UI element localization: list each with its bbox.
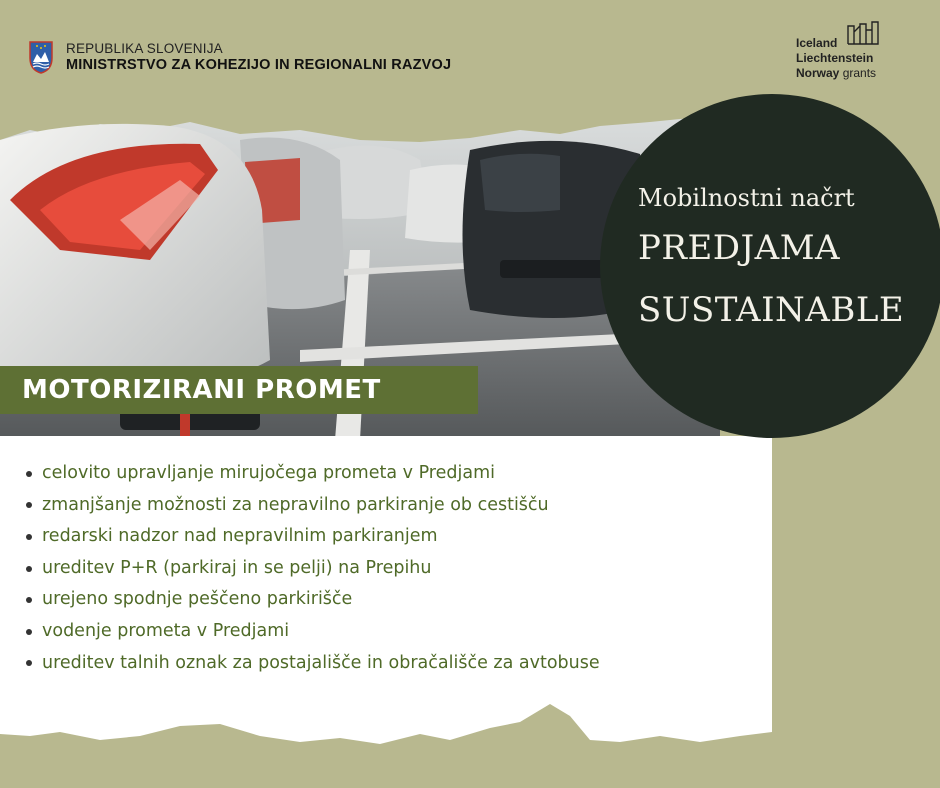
slovenia-crest-icon [28, 40, 54, 74]
bullet-icon [26, 471, 32, 477]
list-item [26, 553, 600, 585]
list-item [26, 521, 600, 553]
grants-iceland: Iceland [796, 36, 838, 50]
list-item-text: urejeno spodnje peščeno parkirišče [42, 589, 353, 610]
bullet-icon [26, 629, 32, 635]
bullet-icon [26, 534, 32, 540]
grants-norway [796, 66, 876, 81]
list-item [26, 490, 600, 522]
grants-liechtenstein: Liechtenstein [796, 51, 874, 65]
section-banner: MOTORIZIRANI PROMET [0, 366, 478, 414]
bullet-icon [26, 660, 32, 666]
ministry-line1: REPUBLIKA SLOVENIJA [66, 40, 223, 56]
list-item [26, 616, 600, 648]
list-item [26, 584, 600, 616]
list-item-text: zmanjšanje možnosti za nepravilno parkiranje ob cestišču [42, 494, 549, 515]
list-item-text: ureditev P+R (parkiraj in se pelji) na Prepihu [42, 557, 432, 578]
circle-subtitle: Mobilnostni načrt [638, 184, 855, 212]
bullet-icon [26, 502, 32, 508]
list-item-text: ureditev talnih oznak za postajališče in obračališče za avtobuse [42, 652, 600, 673]
ministry-text [66, 41, 451, 74]
list-item [26, 648, 600, 680]
list-item-text: vodenje prometa v Predjami [42, 620, 290, 641]
bullet-icon [26, 597, 32, 603]
ministry-line2: MINISTRSTVO ZA KOHEZIJO IN REGIONALNI RAZVOJ [66, 56, 452, 73]
bullet-icon [26, 566, 32, 572]
circle-title-line1: PREDJAMA [638, 228, 841, 268]
grants-norway-rest: grants [839, 66, 877, 80]
circle-title-line2: SUSTAINABLE [638, 290, 905, 330]
list-item [26, 458, 600, 490]
list-item-text: celovito upravljanje mirujočega prometa v Predjami [42, 463, 495, 483]
grants-logo-icon [846, 20, 882, 46]
measures-list [26, 458, 600, 679]
ministry-header [28, 40, 451, 74]
list-item-text: redarski nadzor nad nepravilnim parkiranjem [42, 526, 438, 547]
grants-norway-bold: Norway [796, 66, 840, 80]
